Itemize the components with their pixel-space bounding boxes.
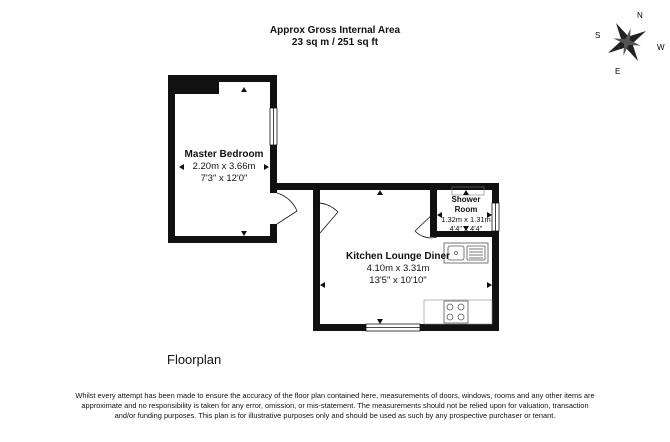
hall-walls (270, 183, 320, 233)
compass-w: W (657, 43, 665, 52)
disclaimer-text: Whilst every attempt has been made to ensure the accuracy of the floor plan contained here, measurements of doors, windows, rooms and any other items are approximate and no responsibility is taken for any error, omission, or mis-statement. The measurements should not be relied upon for valuation, transaction and/or funding purposes. This plan is for illustrative purposes only and should be used as such by any prospective purchaser or tenant. (75, 391, 595, 420)
area-value: 23 sq m / 251 sq ft (291, 37, 379, 48)
hob-icon (444, 301, 468, 323)
area-title: Approx Gross Internal Area (269, 25, 401, 36)
kitchen-metric: 4.10m x 3.31m (366, 263, 430, 274)
counter-left (424, 300, 492, 324)
bedroom-door (277, 193, 297, 224)
kitchen-imperial: 13'5" x 10'10" (369, 275, 427, 286)
compass-e: E (615, 67, 621, 76)
shower-metric: 1.32m x 1.31m (441, 215, 491, 224)
floorplan-label: Floorplan (167, 352, 222, 367)
bedroom-imperial: 7'3" x 12'0" (200, 173, 248, 184)
shower-window (492, 203, 499, 231)
shower-name-1: Shower (451, 195, 481, 204)
bedroom-metric: 2.20m x 3.66m (192, 161, 256, 172)
kitchen-window (366, 324, 420, 331)
kitchen-sink-icon (444, 243, 488, 263)
bedroom-name: Master Bedroom (184, 149, 264, 160)
compass-n: N (637, 11, 643, 20)
bedroom-window (270, 108, 277, 145)
compass-s: S (595, 31, 601, 40)
dimension-arrows (179, 87, 492, 324)
shower-name-2: Room (454, 205, 478, 214)
shower-imperial: 4'4" x 4'4" (449, 224, 483, 233)
kitchen-name: Kitchen Lounge Diner (346, 251, 450, 262)
